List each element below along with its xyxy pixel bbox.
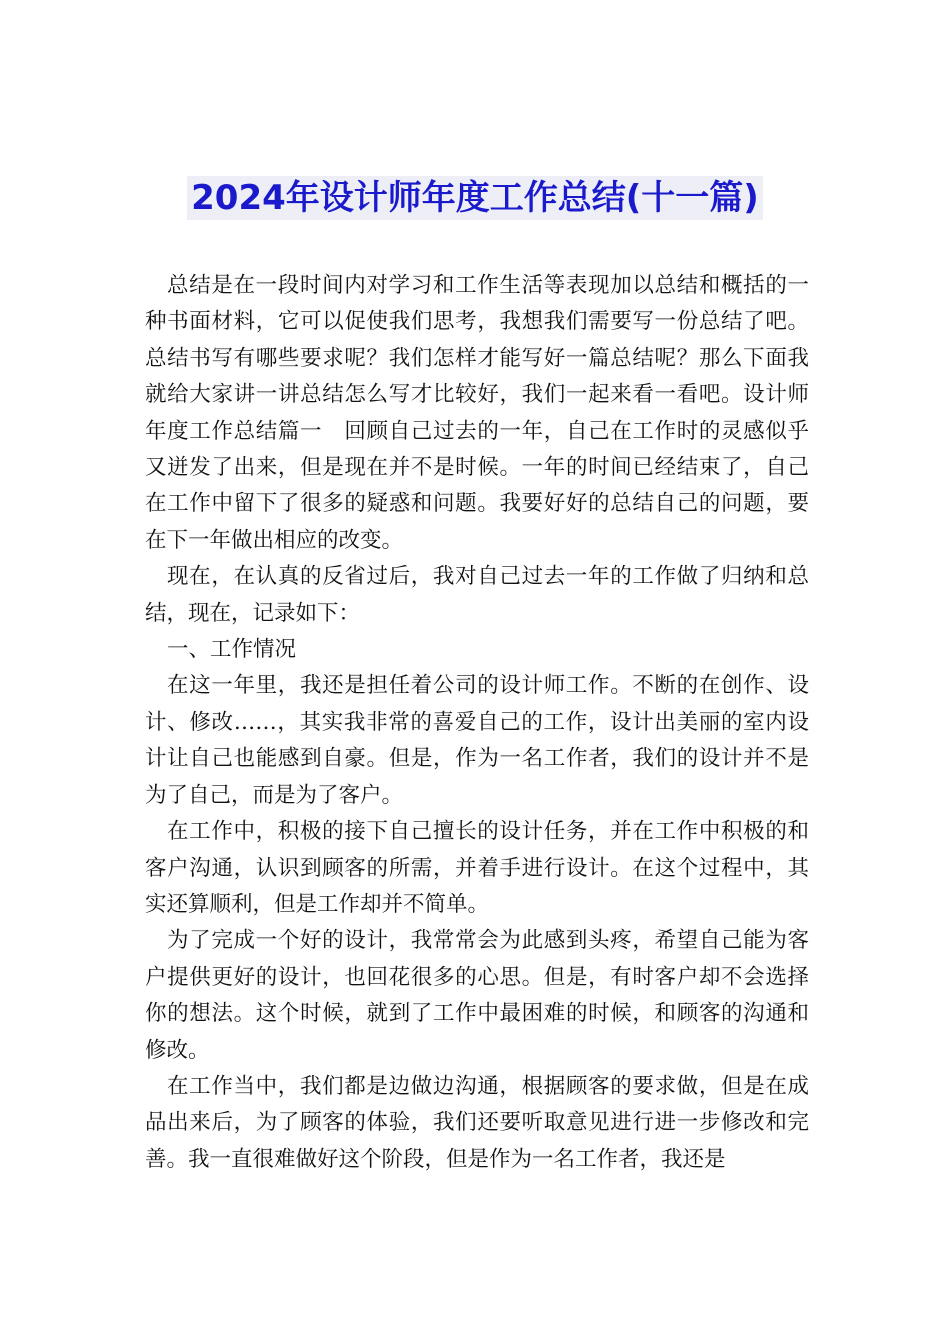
title-wrapper — [0, 176, 950, 220]
paragraph-intro: 总结是在一段时间内对学习和工作生活等表现加以总结和概括的一种书面材料，它可以促使我们思考，我想我们需要写一份总结了吧。总结书写有哪些要求呢？我们怎样才能写好一篇总结呢？那么下面我就给大家讲一讲总结怎么写才比较好，我们一起来看一看吧。设计师年度工作总结篇一 回顾自己过去的一年，自己在工作时的灵感似乎又迸发了出来，但是现在并不是时候。一年的时间已经结束了，自己在工作中留下了很多的疑惑和问题。我要好好的总结自己的问题，要在下一年做出相应的改变。 — [145, 273, 809, 553]
document-body — [145, 268, 809, 1178]
paragraph-role: 在这一年里，我还是担任着公司的设计师工作。不断的在创作、设计、修改……，其实我非常的喜爱自己的工作，设计出美丽的室内设计让自己也能感到自豪。但是，作为一名工作者，我们的设计并不是为了自己，而是为了客户。 — [145, 673, 809, 808]
paragraph-revision: 在工作当中，我们都是边做边沟通，根据顾客的要求做，但是在成品出来后，为了顾客的体验，我们还要听取意见进行进一步修改和完善。我一直很难做好这个阶段，但是作为一名工作者，我还是 — [145, 1073, 809, 1172]
paragraph-reflection: 现在，在认真的反省过后，我对自己过去一年的工作做了归纳和总结，现在，记录如下： — [145, 564, 809, 626]
paragraph-tasks: 在工作中，积极的接下自己擅长的设计任务，并在工作中积极的和客户沟通，认识到顾客的所需，并着手进行设计。在这个过程中，其实还算顺利，但是工作却并不简单。 — [145, 819, 809, 917]
section-heading-work: 一、工作情况 — [167, 637, 297, 663]
document-title: 2024年设计师年度工作总结(十一篇) — [187, 176, 763, 220]
paragraph-difficulty: 为了完成一个好的设计，我常常会为此感到头疼，希望自己能为客户提供更好的设计，也回花很多的心思。但是，有时客户却不会选择你的想法。这个时候，就到了工作中最困难的时候，和顾客的沟通和修改。 — [145, 928, 809, 1063]
